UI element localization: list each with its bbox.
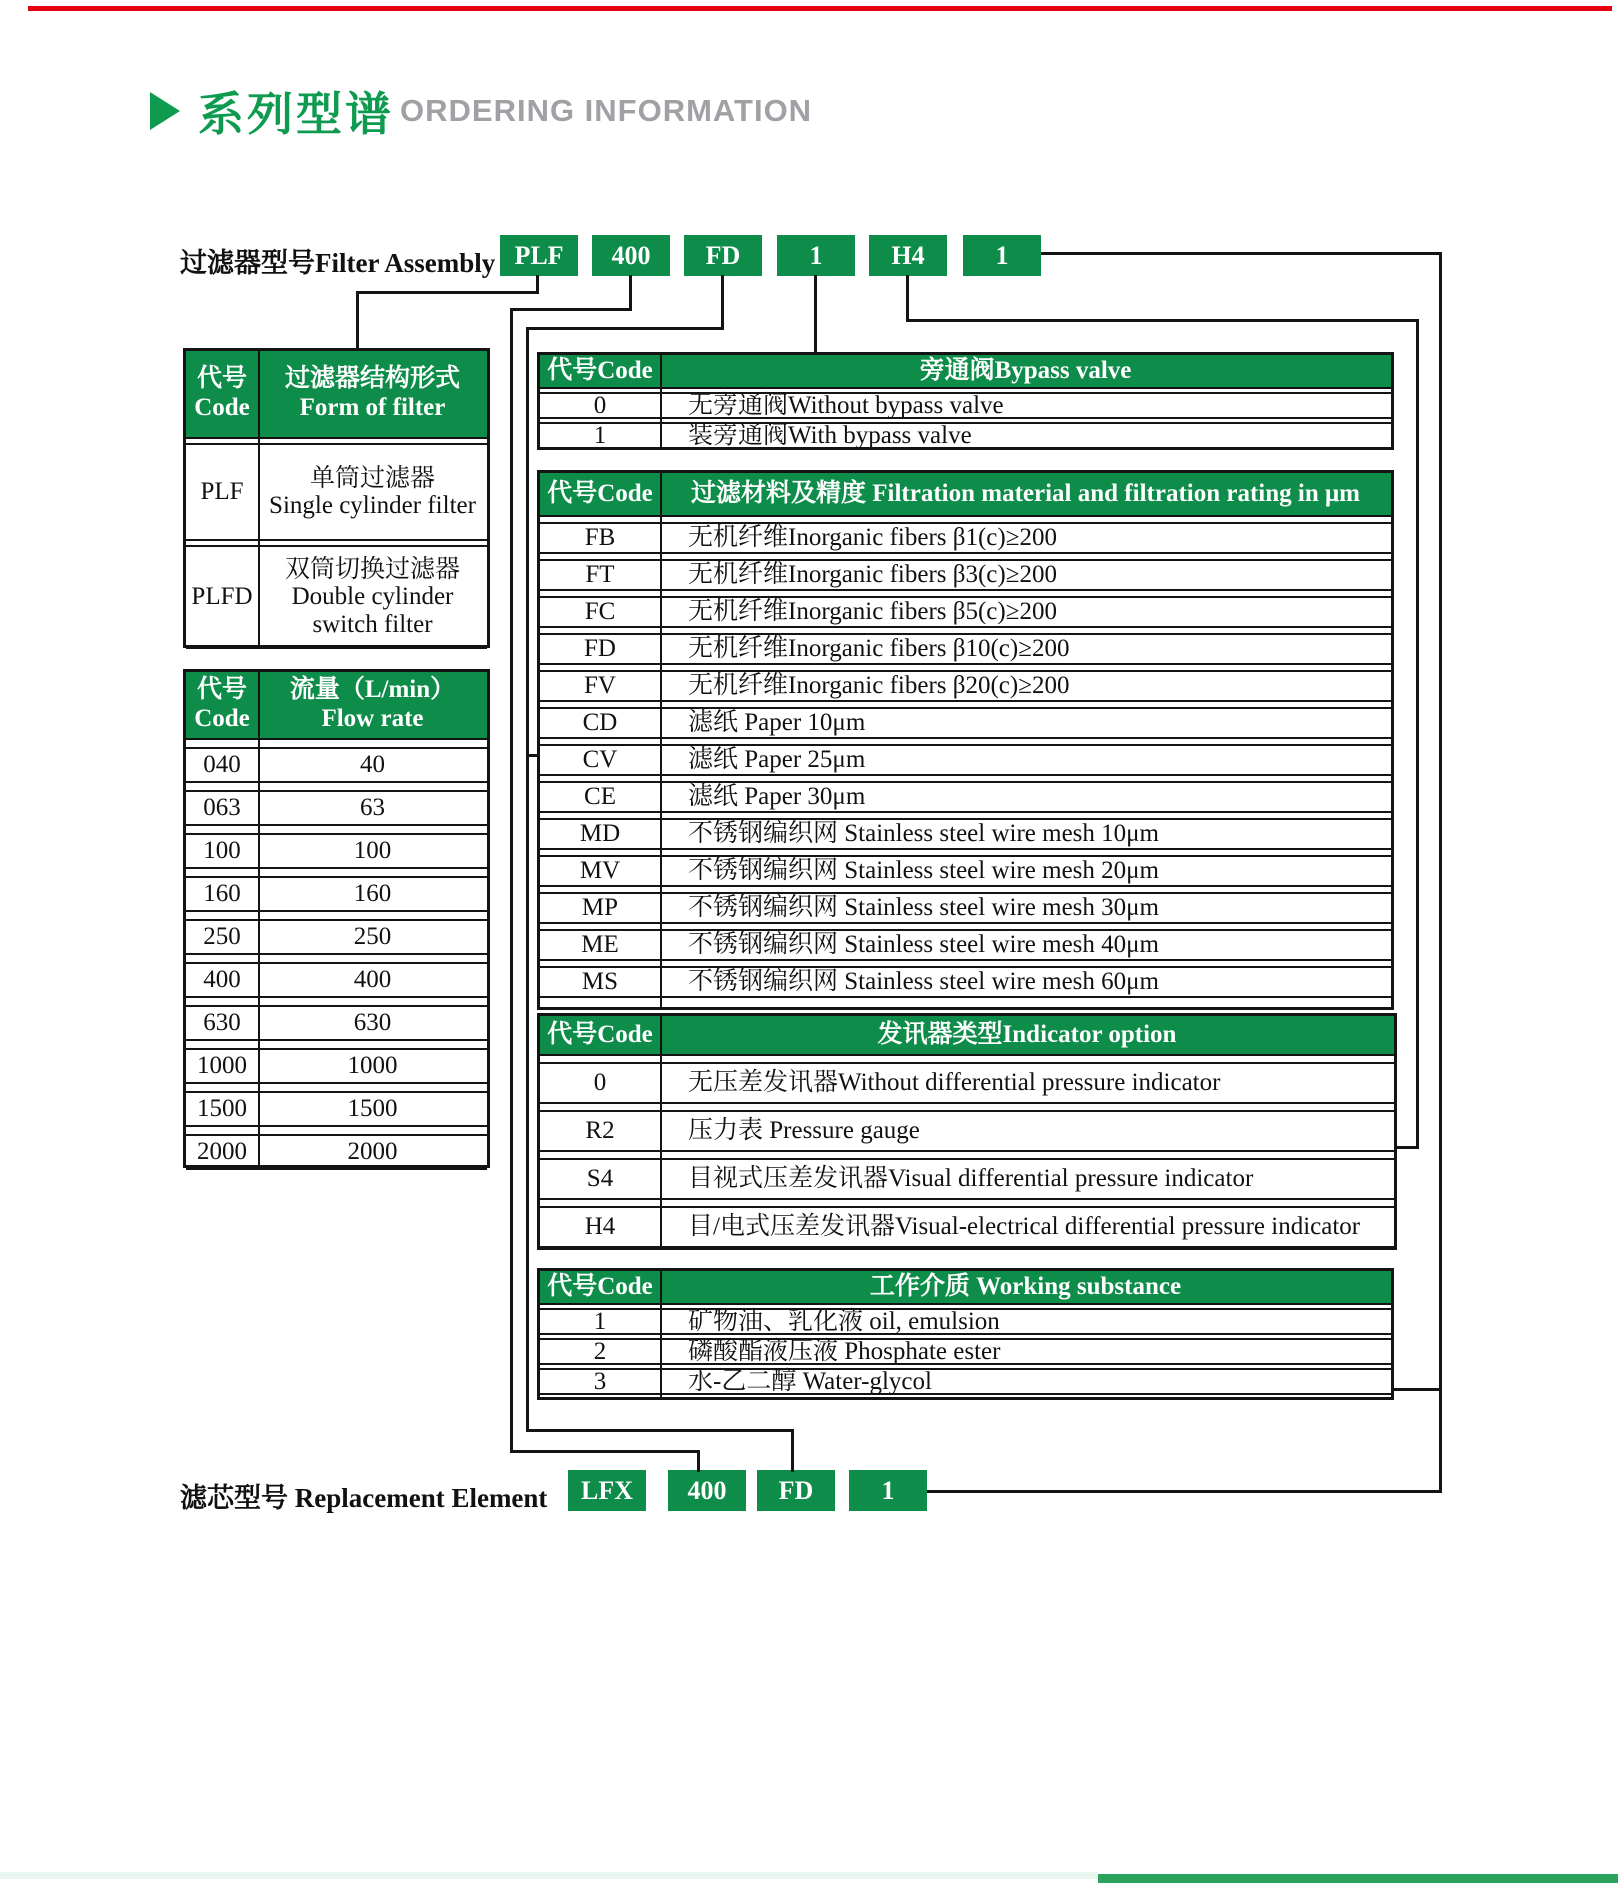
table-indicator-row-r2 — [540, 1110, 1394, 1152]
table-indicator-header-title: 发讯器类型Indicator option — [877, 1020, 1177, 1048]
table-working-row-2-desc: 水-乙二醇 Water-glycol — [688, 1367, 932, 1395]
connector-segment-18 — [1397, 1146, 1419, 1149]
connector-segment-4 — [510, 308, 632, 311]
table-bypass-column-divider — [660, 355, 662, 447]
table-indicator-header — [540, 1016, 1394, 1056]
table-filtration-row-cd — [540, 707, 1391, 739]
connector-segment-14 — [814, 275, 817, 354]
connector-segment-9 — [526, 327, 724, 330]
table-bypass — [537, 352, 1394, 450]
footer-green-strip — [1098, 1874, 1618, 1883]
table-filtration-row-8-desc: 不锈钢编织网 Stainless steel wire mesh 10μm — [688, 820, 1159, 848]
table-form-header-code: 代号 Code — [194, 365, 250, 421]
table-filtration-row-5-desc: 滤纸 Paper 10μm — [688, 709, 866, 737]
table-form-column-divider — [258, 351, 260, 645]
table-flow-row-400 — [186, 962, 487, 998]
table-indicator-row-1-desc: 压力表 Pressure gauge — [688, 1117, 920, 1145]
table-filtration-row-ms — [540, 966, 1391, 998]
connector-segment-13 — [791, 1429, 794, 1472]
connector-segment-19 — [1041, 252, 1442, 255]
table-filtration-row-12-code: MS — [581, 968, 619, 995]
table-filtration-row-11-desc: 不锈钢编织网 Stainless steel wire mesh 40μm — [688, 931, 1159, 959]
table-flow-row-1500 — [186, 1091, 487, 1127]
assembly-code-box-fd: FD — [684, 235, 762, 276]
table-indicator — [537, 1013, 1397, 1250]
table-working-row-1-desc: 磷酸酯液压液 Phosphate ester — [688, 1337, 1001, 1365]
table-filtration-row-10-desc: 不锈钢编织网 Stainless steel wire mesh 30μm — [688, 894, 1159, 922]
table-form-header-title: 过滤器结构形式 Form of filter — [284, 365, 460, 421]
table-bypass-row-1-code: 1 — [593, 421, 607, 449]
table-filtration-row-fv — [540, 670, 1391, 702]
page-title-cn: 系列型谱 — [198, 88, 394, 140]
table-form-row-1-code: PLFD — [191, 583, 253, 610]
table-filtration-row-fb — [540, 522, 1391, 554]
table-indicator-row-3-desc: 目/电式压差发讯器Visual-electrical differential pressure indicator — [688, 1213, 1361, 1241]
table-filtration-row-12-desc: 不锈钢编织网 Stainless steel wire mesh 60μm — [688, 968, 1159, 996]
table-flow — [183, 669, 490, 1168]
table-working-row-1 — [540, 1308, 1391, 1335]
table-form — [183, 348, 490, 648]
table-indicator-row-s4 — [540, 1158, 1394, 1200]
table-indicator-row-h4 — [540, 1206, 1394, 1248]
table-working-row-1-code: 2 — [593, 1337, 607, 1365]
connector-segment-22 — [1394, 1388, 1442, 1391]
connector-segment-16 — [906, 319, 1419, 322]
table-flow-row-100 — [186, 833, 487, 869]
table-flow-row-6-code: 630 — [203, 1009, 241, 1036]
table-working-header — [540, 1271, 1391, 1305]
table-filtration-row-0-desc: 无机纤维Inorganic fibers β1(c)≥200 — [688, 524, 1057, 552]
table-working-row-2-code: 3 — [593, 1367, 607, 1395]
connector-segment-8 — [721, 275, 724, 330]
table-flow-row-630 — [186, 1005, 487, 1041]
table-form-body — [186, 439, 487, 651]
table-filtration-row-2-desc: 无机纤维Inorganic fibers β5(c)≥200 — [688, 598, 1057, 626]
table-flow-row-4-code: 250 — [203, 923, 241, 950]
table-filtration-row-3-code: FD — [584, 635, 616, 662]
table-flow-row-3-code: 160 — [203, 880, 241, 907]
table-filtration-row-10-code: MP — [581, 894, 619, 921]
assembly-code-box-400: 400 — [592, 235, 670, 276]
connector-segment-20 — [1439, 252, 1442, 1493]
table-filtration-row-fc — [540, 596, 1391, 628]
table-flow-row-5-code: 400 — [203, 966, 241, 993]
connector-segment-7 — [697, 1450, 700, 1472]
table-filtration-row-ce — [540, 781, 1391, 813]
table-bypass-row-1-desc: 装旁通阀With bypass valve — [688, 421, 972, 449]
table-indicator-row-2-desc: 目视式压差发讯器Visual differential pressure indicator — [688, 1165, 1254, 1193]
table-filtration-row-ft — [540, 559, 1391, 591]
table-bypass-header-title: 旁通阀Bypass valve — [919, 356, 1132, 384]
connector-segment-5 — [510, 308, 513, 1453]
table-flow-row-040 — [186, 747, 487, 783]
table-filtration-body — [540, 517, 1391, 1007]
table-bypass-row-0-desc: 无旁通阀Without bypass valve — [688, 391, 1004, 419]
table-filtration-row-9-desc: 不锈钢编织网 Stainless steel wire mesh 20μm — [688, 857, 1159, 885]
table-filtration-row-8-code: MD — [579, 820, 621, 847]
table-bypass-row-1 — [540, 422, 1391, 449]
table-flow-header — [186, 672, 487, 740]
table-working-row-0-desc: 矿物油、乳化液 oil, emulsion — [688, 1307, 1000, 1335]
table-flow-row-4-desc: 250 — [353, 923, 392, 951]
table-filtration-row-9-code: MV — [579, 857, 621, 884]
assembly-code-box-1: 1 — [963, 235, 1041, 276]
page-title-en: ORDERING INFORMATION — [400, 93, 813, 128]
table-working-row-0-code: 1 — [593, 1307, 607, 1335]
table-flow-row-7-code: 1000 — [197, 1052, 247, 1079]
table-form-row-plf — [186, 443, 487, 541]
table-flow-row-9-code: 2000 — [197, 1138, 247, 1165]
table-flow-row-0-code: 040 — [203, 751, 241, 778]
table-flow-header-title: 流量（L/min） Flow rate — [289, 676, 456, 732]
connector-segment-6 — [510, 1450, 700, 1453]
table-form-header — [186, 351, 487, 439]
table-flow-row-8-code: 1500 — [197, 1095, 247, 1122]
element-code-box-1: 1 — [849, 1470, 927, 1511]
table-working-header-code: 代号Code — [547, 1272, 653, 1300]
table-indicator-body — [540, 1056, 1394, 1252]
table-flow-header-code: 代号 Code — [194, 676, 250, 732]
table-indicator-header-code: 代号Code — [547, 1020, 653, 1048]
table-flow-body — [186, 740, 487, 1175]
table-form-row-0-code: PLF — [200, 478, 244, 505]
element-code-box-400: 400 — [668, 1470, 746, 1511]
table-flow-row-3-desc: 160 — [353, 880, 392, 908]
table-filtration-row-4-code: FV — [584, 672, 616, 699]
table-indicator-column-divider — [660, 1016, 662, 1247]
connector-segment-17 — [1416, 319, 1419, 1149]
table-form-row-1-desc: 双筒切换过滤器 Double cylinder switch filter — [284, 555, 460, 638]
footer-pale-strip — [0, 1872, 1098, 1879]
table-filtration-row-mp — [540, 892, 1391, 924]
table-flow-row-2-desc: 100 — [353, 837, 392, 865]
table-filtration-row-me — [540, 929, 1391, 961]
table-filtration-row-6-desc: 滤纸 Paper 25μm — [688, 746, 866, 774]
table-working-row-2 — [540, 1338, 1391, 1365]
table-indicator-row-0 — [540, 1062, 1394, 1104]
connector-segment-15 — [906, 275, 909, 322]
table-bypass-header-code: 代号Code — [547, 356, 653, 384]
table-working-header-title: 工作介质 Working substance — [869, 1272, 1182, 1300]
table-flow-row-160 — [186, 876, 487, 912]
table-filtration-row-6-code: CV — [582, 746, 618, 773]
table-flow-row-063 — [186, 790, 487, 826]
table-filtration-header — [540, 473, 1391, 517]
table-flow-row-1-code: 063 — [203, 794, 241, 821]
section-triangle-icon — [150, 92, 180, 130]
table-flow-row-9-desc: 2000 — [347, 1138, 398, 1166]
table-flow-row-7-desc: 1000 — [347, 1052, 398, 1080]
table-filtration-row-7-desc: 滤纸 Paper 30μm — [688, 783, 866, 811]
table-filtration-header-title: 过滤材料及精度 Filtration material and filtration rating in μm — [691, 479, 1360, 507]
table-filtration — [537, 470, 1394, 1010]
table-flow-row-8-desc: 1500 — [347, 1095, 398, 1123]
table-bypass-header — [540, 355, 1391, 389]
table-flow-row-5-desc: 400 — [353, 966, 392, 994]
table-filtration-row-cv — [540, 744, 1391, 776]
connector-segment-21 — [927, 1490, 1442, 1493]
table-bypass-row-0 — [540, 392, 1391, 419]
table-filtration-row-0-code: FB — [584, 524, 616, 551]
table-filtration-column-divider — [660, 473, 662, 1007]
connector-segment-2 — [356, 291, 359, 350]
table-flow-row-250 — [186, 919, 487, 955]
table-flow-row-2-code: 100 — [203, 837, 241, 864]
connector-segment-10 — [526, 327, 529, 1432]
assembly-code-box-plf: PLF — [500, 235, 578, 276]
table-form-row-0-desc: 单筒过滤器 Single cylinder filter — [269, 464, 476, 519]
assembly-code-box-1: 1 — [777, 235, 855, 276]
table-filtration-row-1-code: FT — [585, 561, 615, 588]
connector-segment-1 — [356, 291, 539, 294]
element-code-box-lfx: LFX — [568, 1470, 646, 1511]
element-code-box-fd: FD — [757, 1470, 835, 1511]
filter-assembly-label: 过滤器型号Filter Assembly — [180, 248, 496, 278]
table-filtration-row-11-code: ME — [581, 931, 619, 958]
table-filtration-row-1-desc: 无机纤维Inorganic fibers β3(c)≥200 — [688, 561, 1057, 589]
table-working-body — [540, 1305, 1391, 1397]
table-filtration-row-2-code: FC — [584, 598, 616, 625]
table-filtration-header-code: 代号Code — [547, 479, 653, 507]
table-flow-row-6-desc: 630 — [353, 1009, 392, 1037]
table-indicator-row-2-code: S4 — [586, 1165, 614, 1192]
table-form-row-plfd — [186, 545, 487, 649]
table-working-row-3 — [540, 1368, 1391, 1395]
table-indicator-row-3-code: H4 — [584, 1213, 616, 1240]
table-indicator-row-0-desc: 无压差发讯器Without differential pressure indicator — [688, 1069, 1221, 1097]
table-flow-row-0-desc: 40 — [360, 751, 385, 779]
table-working-column-divider — [660, 1271, 662, 1397]
table-flow-column-divider — [258, 672, 260, 1165]
table-bypass-body — [540, 389, 1391, 450]
connector-segment-3 — [629, 275, 632, 311]
assembly-code-box-h4: H4 — [869, 235, 947, 276]
table-filtration-row-4-desc: 无机纤维Inorganic fibers β20(c)≥200 — [688, 672, 1070, 700]
table-filtration-row-3-desc: 无机纤维Inorganic fibers β10(c)≥200 — [688, 635, 1070, 663]
table-filtration-row-mv — [540, 855, 1391, 887]
connector-segment-12 — [526, 1429, 794, 1432]
table-filtration-row-5-code: CD — [582, 709, 618, 736]
table-flow-row-1000 — [186, 1048, 487, 1084]
top-red-rule — [28, 6, 1612, 11]
table-bypass-row-0-code: 0 — [593, 391, 607, 419]
replacement-element-label: 滤芯型号 Replacement Element — [180, 1483, 548, 1513]
table-filtration-row-fd — [540, 633, 1391, 665]
table-indicator-row-0-code: 0 — [593, 1069, 607, 1096]
table-indicator-row-1-code: R2 — [585, 1117, 615, 1144]
table-flow-row-2000 — [186, 1134, 487, 1170]
table-filtration-row-7-code: CE — [584, 783, 616, 810]
table-working — [537, 1268, 1394, 1400]
table-filtration-row-md — [540, 818, 1391, 850]
table-flow-row-1-desc: 63 — [360, 794, 385, 822]
